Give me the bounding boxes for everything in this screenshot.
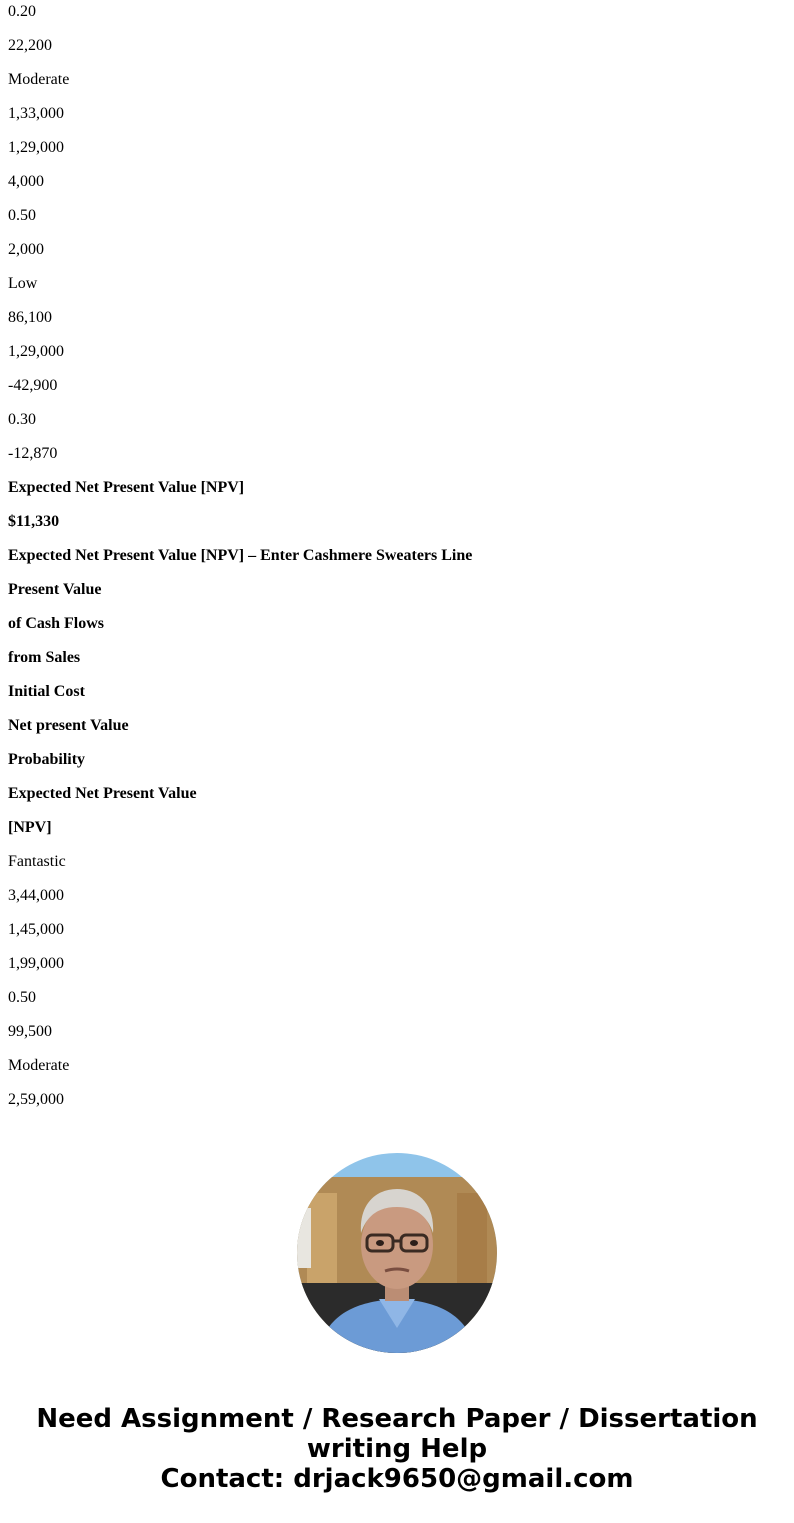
bold-text-line: Expected Net Present Value [NPV] – Enter Cashmere Sweaters Line — [8, 547, 473, 564]
bold-text-line: Net present Value — [8, 717, 129, 734]
text-line: -12,870 — [8, 445, 58, 462]
bold-text-line: Initial Cost — [8, 683, 85, 700]
text-line: 1,29,000 — [8, 139, 64, 156]
bold-text-line: Expected Net Present Value [NPV] — [8, 479, 245, 496]
text-line: 2,59,000 — [8, 1091, 64, 1108]
text-line: 4,000 — [8, 173, 44, 190]
text-line: 0.20 — [8, 3, 36, 20]
contact-line-3: Contact: drjack9650@gmail.com — [160, 1464, 634, 1494]
bold-text-line: [NPV] — [8, 819, 52, 836]
text-line: 1,99,000 — [8, 955, 64, 972]
contact-banner — [0, 1404, 794, 1494]
text-line: 22,200 — [8, 37, 52, 54]
text-line: 1,45,000 — [8, 921, 64, 938]
text-line: -42,900 — [8, 377, 58, 394]
text-line: 3,44,000 — [8, 887, 64, 904]
text-line: 0.50 — [8, 989, 36, 1006]
bold-text-line: Present Value — [8, 581, 102, 598]
text-line: Low — [8, 275, 38, 292]
text-line: 0.50 — [8, 207, 36, 224]
bold-text-line: of Cash Flows — [8, 615, 105, 632]
document-body — [8, 3, 788, 1125]
author-avatar — [297, 1153, 497, 1353]
text-line: Moderate — [8, 1057, 70, 1074]
text-line: 1,29,000 — [8, 343, 64, 360]
text-line: 2,000 — [8, 241, 44, 258]
bold-text-line: $11,330 — [8, 513, 60, 530]
contact-line-2: writing Help — [306, 1434, 488, 1464]
text-line: Fantastic — [8, 853, 66, 870]
text-line: 86,100 — [8, 309, 52, 326]
bold-text-line: from Sales — [8, 649, 81, 666]
bold-text-line: Expected Net Present Value — [8, 785, 197, 802]
text-line: 1,33,000 — [8, 105, 64, 122]
contact-line-1: Need Assignment / Research Paper / Dissertation — [36, 1404, 758, 1434]
person-photo-icon — [297, 1153, 497, 1353]
bold-text-line: Probability — [8, 751, 86, 768]
text-line: 99,500 — [8, 1023, 52, 1040]
text-line: Moderate — [8, 71, 70, 88]
text-line: 0.30 — [8, 411, 36, 428]
